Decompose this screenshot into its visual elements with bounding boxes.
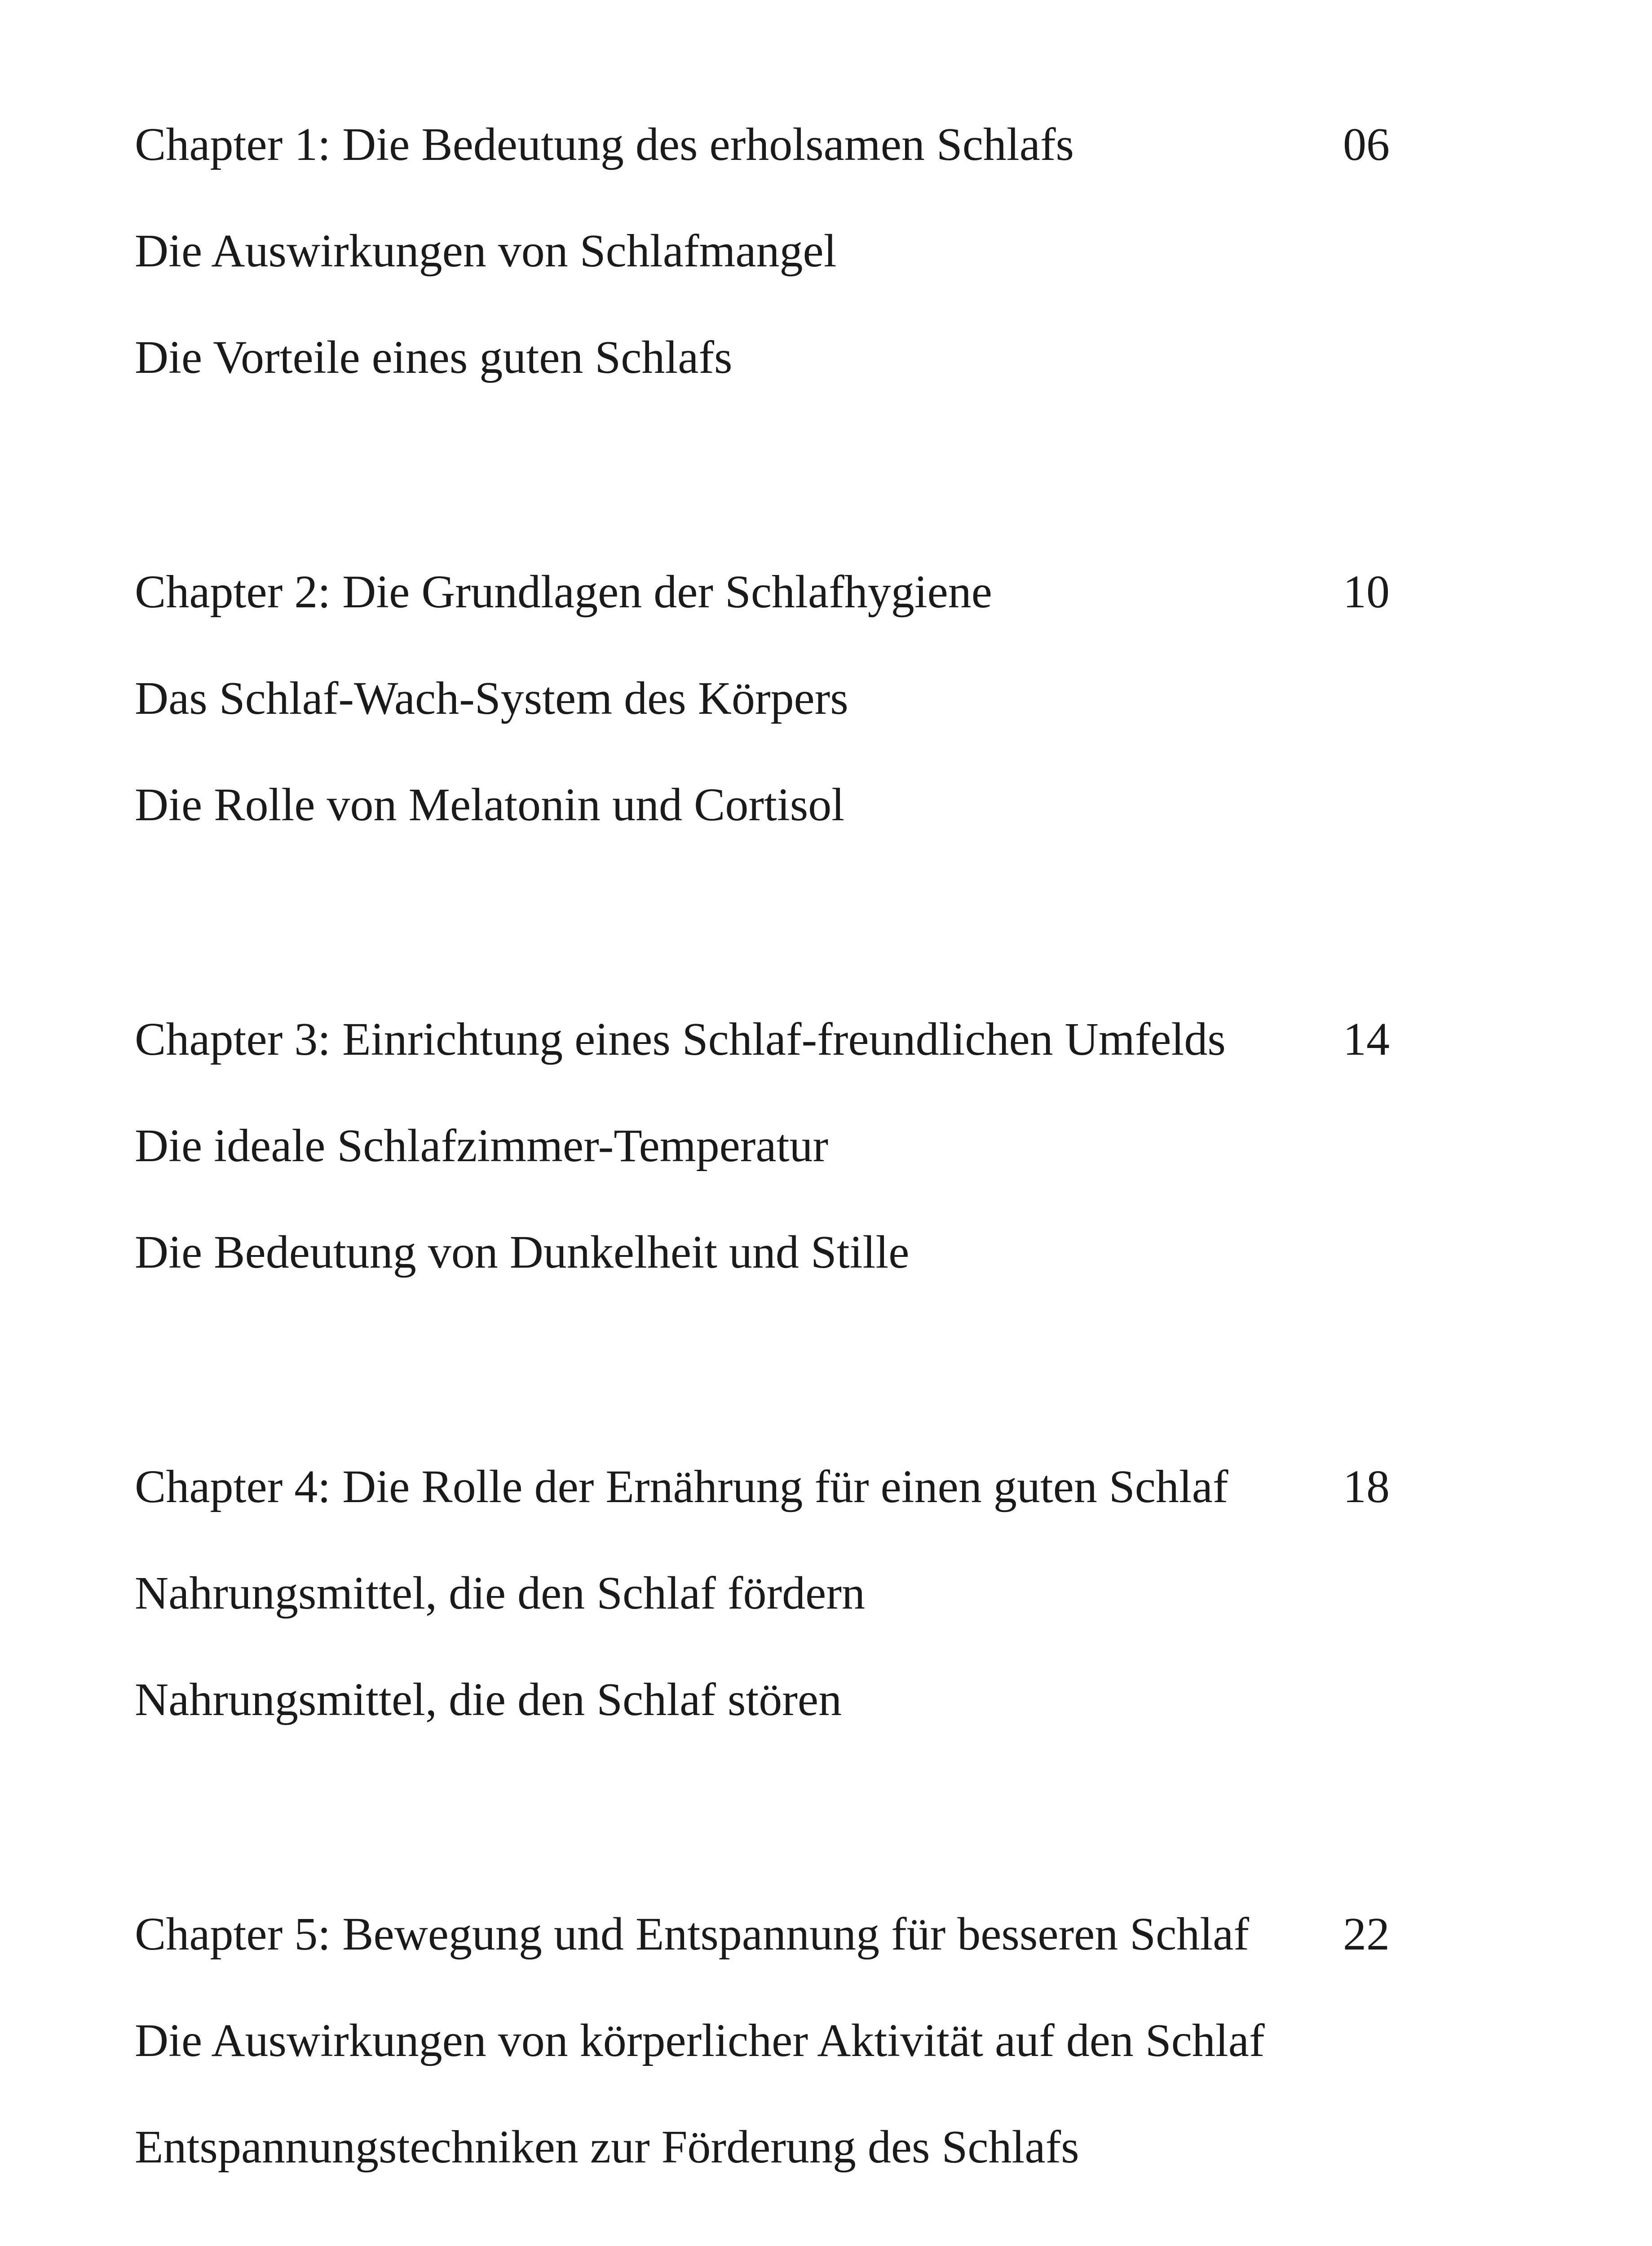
section-title: Die Bedeutung von Dunkelheit und Stille [135, 1226, 910, 1278]
section-entry [135, 672, 1527, 782]
chapter-page-number: 06 [1343, 119, 1390, 170]
chapter-title: Chapter 4: Die Rolle der Ernährung für einen guten Schlaf [135, 1461, 1228, 1512]
chapter-page-number: 22 [1343, 1908, 1390, 1960]
chapter-page-number: 10 [1343, 566, 1390, 618]
chapter-1 [135, 121, 1527, 441]
section-title: Nahrungsmittel, die den Schlaf stören [135, 1674, 842, 1725]
chapter-heading [135, 566, 1527, 675]
section-entry [135, 1567, 1527, 1676]
section-entry [135, 2017, 1527, 2124]
chapter-heading [135, 1908, 1527, 2017]
section-title: Die Vorteile eines guten Schlafs [135, 332, 733, 383]
section-entry [135, 1226, 1527, 1335]
chapter-page-number: 18 [1343, 1461, 1390, 1512]
chapter-4 [135, 1463, 1527, 1783]
chapter-title: Chapter 1: Die Bedeutung des erholsamen Schlafs [135, 119, 1074, 170]
section-entry [135, 334, 1527, 441]
chapter-title: Chapter 3: Einrichtung eines Schlaf-freundlichen Umfelds [135, 1013, 1226, 1065]
chapter-heading [135, 1463, 1527, 1570]
section-title: Die Auswirkungen von Schlafmangel [135, 225, 837, 277]
section-entry [135, 2121, 1527, 2230]
chapter-heading [135, 121, 1527, 228]
chapter-3 [135, 1013, 1527, 1335]
chapter-2 [135, 566, 1527, 888]
section-title: Das Schlaf-Wach-System des Körpers [135, 672, 848, 724]
section-entry [135, 225, 1527, 334]
section-title: Die ideale Schlafzimmer-Temperatur [135, 1120, 829, 1172]
chapter-title: Chapter 5: Bewegung und Entspannung für besseren Schlaf [135, 1908, 1249, 1960]
section-entry [135, 1676, 1527, 1783]
chapter-page-number: 14 [1343, 1013, 1390, 1065]
section-title: Die Auswirkungen von körperlicher Aktivität auf den Schlaf [135, 2015, 1265, 2066]
chapter-heading [135, 1013, 1527, 1123]
section-entry [135, 1120, 1527, 1229]
section-title: Entspannungstechniken zur Förderung des Schlafs [135, 2121, 1079, 2173]
section-entry [135, 779, 1527, 888]
section-title: Nahrungsmittel, die den Schlaf fördern [135, 1567, 865, 1619]
chapter-title: Chapter 2: Die Grundlagen der Schlafhygiene [135, 566, 992, 618]
section-title: Die Rolle von Melatonin und Cortisol [135, 779, 845, 831]
chapter-5 [135, 1908, 1527, 2230]
table-of-contents [135, 121, 1527, 2246]
